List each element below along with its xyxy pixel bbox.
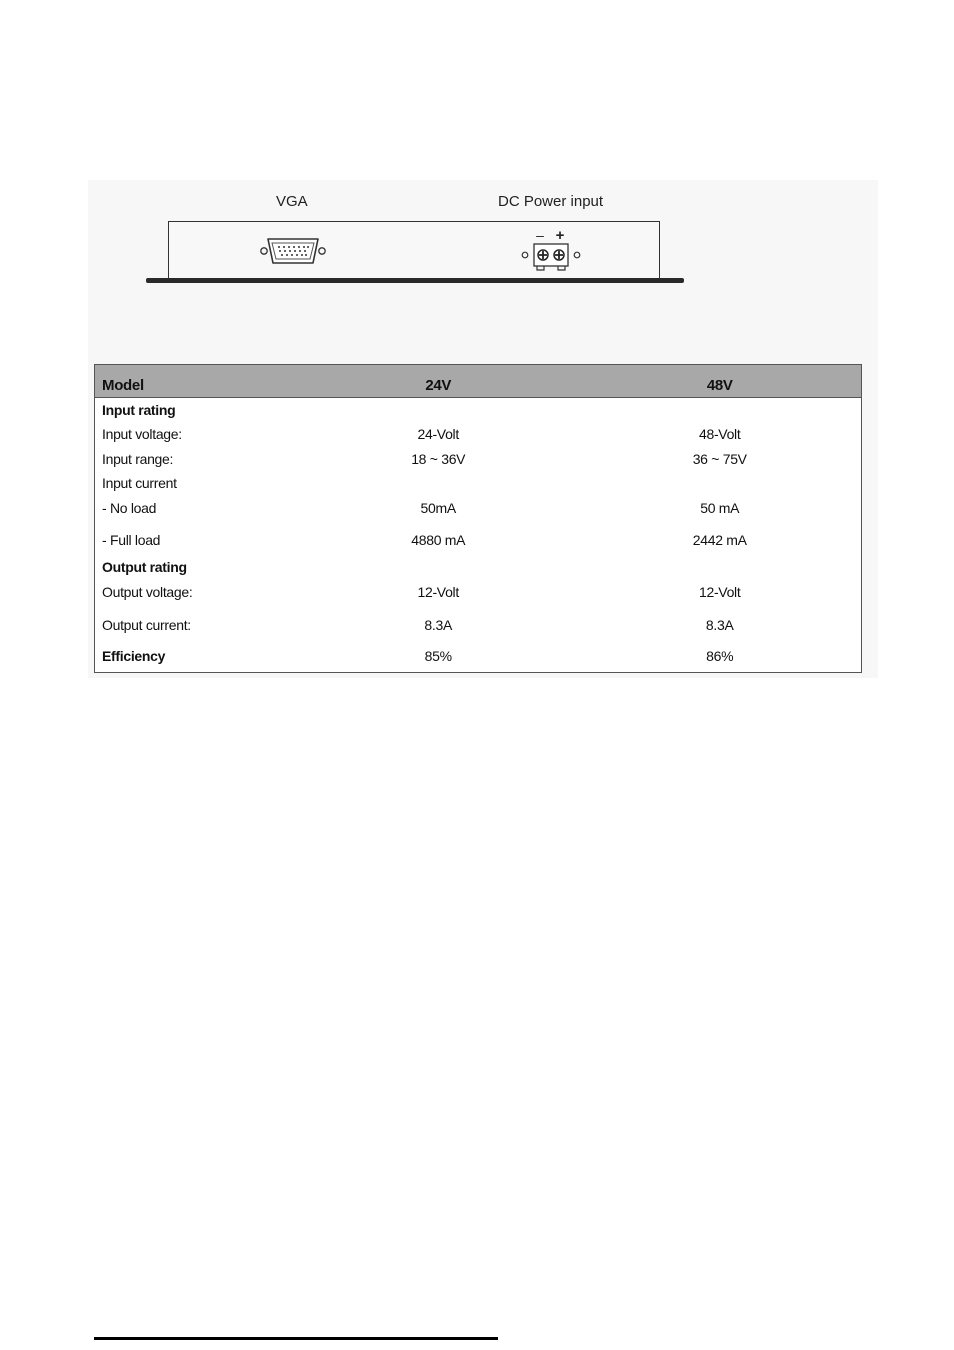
value-24v [298,559,578,575]
vga-label: VGA [276,193,308,210]
value-48v [578,559,861,575]
table-body [95,398,862,673]
header-model: Model [95,365,299,398]
header-24v: 24V [298,365,578,398]
row-label: - Full load [102,531,161,548]
value-24v: 24-Volt [417,426,459,442]
value-48v [578,471,861,495]
table-row [95,471,862,495]
dc-power-connector-icon [518,228,584,272]
table-row [95,559,862,575]
value-48v: 86% [706,648,734,665]
value-24v: 18 ~ 36V [411,450,466,467]
value-48v [578,398,861,422]
value-48v: 48-Volt [698,426,741,442]
footer-rule [94,1337,498,1340]
value-24v: 12-Volt [417,584,459,600]
value-24v [298,398,578,422]
value-48v: 12-Volt [698,584,741,600]
value-48v: 2442 mA [692,531,747,548]
row-label: Efficiency [102,648,166,665]
table-header-row [95,365,862,398]
table-row [95,575,862,610]
row-label: Input voltage: [102,426,182,442]
value-24v: 50mA [420,499,456,516]
value-48v: 50 mA [700,499,740,516]
table-row [95,422,862,447]
vga-port-icon [258,236,328,266]
table-row [95,398,862,422]
row-label: Output rating [102,558,187,575]
value-24v [298,471,578,495]
value-24v: 4880 mA [411,531,466,548]
row-label: Input range: [102,450,174,467]
table-row [95,641,862,673]
power-spec-table [94,364,862,673]
polarity-plus: + [555,228,565,244]
row-label: Input current [102,474,177,491]
value-48v: 36 ~ 75V [692,450,747,467]
polarity-minus: – [536,228,544,243]
panel-base-flange [146,278,684,283]
header-48v: 48V [578,365,861,398]
value-24v: 8.3A [424,617,453,633]
value-48v: 8.3A [705,617,734,633]
value-24v: 85% [424,648,452,665]
table-row [95,495,862,521]
table-row [95,447,862,471]
table-row [95,521,862,559]
table-row [95,610,862,641]
rear-panel [168,221,660,279]
row-label: Output voltage: [102,584,193,600]
row-label: Input rating [102,401,176,418]
row-label: Output current: [102,617,191,633]
row-label: - No load [102,499,157,516]
dc-power-input-label: DC Power input [498,193,604,210]
